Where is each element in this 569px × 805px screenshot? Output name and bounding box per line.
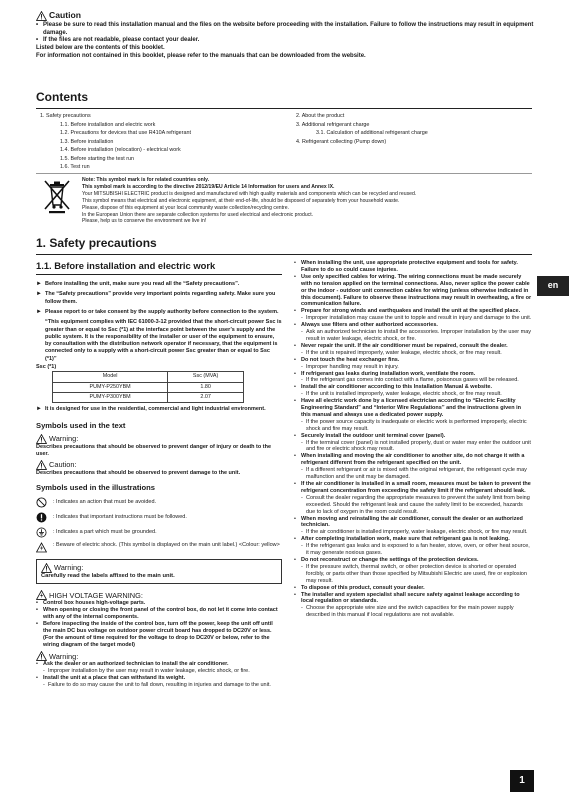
warning-item: • When installing the unit, use appropriate protective equipment and tools for safety. Failure to do so could cause injuries. [294, 260, 532, 274]
crossed-bin-icon [42, 178, 72, 214]
warning-heading: Warning: [41, 563, 277, 573]
mandatory-icon [36, 512, 47, 523]
hv-bullets [36, 600, 282, 649]
toc-item[interactable]: 1. Safety precautions [40, 113, 91, 119]
subsection-rule [36, 274, 282, 275]
contents-rule [36, 108, 532, 109]
caution-bullet: • Please be sure to read this installation manual and the files on the website before proceeding with the installation. Failure to follow the instructions may result in equipment damage. [36, 22, 536, 37]
contents-right [296, 112, 428, 146]
warning-item: • Do not touch the heat exchanger fins. - Improper handling may result in injury. [294, 357, 532, 371]
electric-shock-icon [36, 542, 47, 553]
ssc-label: Ssc (*1) [36, 364, 57, 370]
caution-bullets [36, 22, 536, 45]
weee-note [82, 177, 534, 225]
weee-line: In the European Union there are separate collection systems for used electrical and electronic product. [82, 211, 314, 218]
warning-triangle-icon [36, 460, 47, 470]
caution-title: Caution [49, 10, 81, 20]
warning-item: • The installer and system specialist shall secure safety against leakage according to local regulation or standards. - Choose the appropriate wire size and the switch capacities for the main power supply described in this manual if local regulations are not available. [294, 592, 532, 620]
weee-line: Please, help us to conserve the environment we live in! [82, 218, 207, 225]
weee-line: Please, dispose of this equipment at your local community waste collection/recycling centre. [82, 204, 289, 211]
hv-bullet: • When opening or closing the front panel of the control box, do not let it come into contact with any of the internal components. [36, 607, 282, 621]
warning-bullets [36, 661, 282, 689]
warning-triangle-icon [36, 651, 47, 661]
page-number-box [510, 770, 534, 792]
language-tab-label: en [547, 280, 559, 291]
warning-item: • To dispose of this product, consult your dealer. [294, 585, 532, 592]
warning-item: • Install the unit at a place that can withstand its weight. - Failure to do so may cause the unit to fall down, resulting in injuries and damage to the unit. [36, 675, 282, 689]
hv-bullet: • Before inspecting the inside of the control box, turn off the power, keep the unit off until the main DC bus voltage on outdoor power circuit board has dropped to DC20V or less. (For the amount of time required for the voltage to drop to DC20V or below, refer to the wiring diagram of the target model) [36, 621, 282, 649]
warning-item: • Prepare for strong winds and earthquakes and install the unit at the specified place. - Improper installation may cause the unit to topple and result in injury and damage to the unit. [294, 308, 532, 322]
contents-left [40, 112, 191, 172]
pre-item: ► Please report to or take consent by the supply authority before connection to the system. [36, 308, 279, 315]
right-bullets [294, 260, 532, 619]
toc-item[interactable]: 1.3. Before installation [60, 138, 114, 145]
triangle-right-icon: ► [36, 308, 42, 315]
toc-item[interactable]: 1.4. Before installation (relocation) - electrical work [60, 147, 181, 153]
warning-item: • After completing installation work, make sure that refrigerant gas is not leaking. - If the refrigerant gas leaks and is exposed to a fan heater, stove, oven, or other heat source, it may generate noxious gases. [294, 536, 532, 557]
toc-item[interactable]: 1.2. Precautions for devices that use R410A refrigerant [60, 130, 191, 136]
section-title: 1. Safety precautions [36, 236, 157, 250]
weee-line: This symbol means that electrical and electronic equipment, at their end-of-life, should be disposed of separately from your household waste. [82, 197, 400, 204]
warning-item: • When installing and moving the air conditioner to another site, do not charge it with a refrigerant different from the refrigerant specified on the unit. - If a different refrigerant or air is mixed with the original refrigerant, the refrigerant cycle may malfunction and the unit may be damaged. [294, 453, 532, 481]
toc-item[interactable]: 1.5. Before starting the test run [60, 155, 135, 162]
hv-bullet: • Control box houses high-voltage parts. [36, 600, 282, 607]
website-note: For information not contained in this booklet, please refer to the manuals that can be downloaded from the website. [36, 52, 366, 59]
warning-item: • If refrigerant gas leaks during installation work, ventilate the room. - If the refrigerant gas comes into contact with a flame, poisonous gases will be released. [294, 371, 532, 385]
hv-heading: HIGH VOLTAGE WARNING: [36, 590, 282, 600]
weee-line: Note: This symbol mark is for related countries only. [82, 177, 209, 183]
symbols-ill-title: Symbols used in the illustrations [36, 483, 155, 493]
caution-top [36, 10, 536, 60]
symbol-item: : Indicates a part which must be grounded. [36, 527, 282, 538]
left-column [36, 260, 282, 689]
right-column [294, 260, 532, 619]
warning-triangle-icon [36, 11, 47, 21]
warning-item: • Have all electric work done by a licensed electrician according to “Electric Facility Engineering Standard” and “Interior Wire Regulations” and the instructions given in this manual and always use a dedicated power supply. - If the power source capacity is inadequate or electric work is performed improperly, electric shock and fire may result. [294, 398, 532, 433]
warning-item: • Ask the dealer or an authorized technician to install the air conditioner. - Improper installation by the user may result in water leakage, electric shock, or fire. [36, 661, 282, 675]
ssc-table-header: Ssc (MVA) [168, 372, 244, 382]
table-row: PUMY-P300YBM 2.07 [53, 392, 244, 402]
ssc-table-header: Model [53, 372, 168, 382]
pre-item: ► The “Safety precautions” provide very important points regarding safety. Make sure you follow them. [36, 291, 276, 305]
toc-item[interactable]: 3. Additional refrigerant charge [296, 121, 370, 128]
warning-heading: Warning: [36, 651, 282, 661]
symbol-item: : Beware of electric shock. (This symbol is displayed on the main unit label.) <Colour: yellow> [36, 542, 282, 553]
triangle-right-icon: ► [36, 406, 42, 413]
warning-item: • Do not reconstruct or change the settings of the protection devices. - If the pressure switch, thermal switch, or other protection device is shorted or operated forcibly, or parts other than those specified by Mitsubishi Electric are used, fire or explosion may result. [294, 557, 532, 585]
table-row: PUMY-P250YBM 1.80 [53, 382, 244, 392]
weee-line: This symbol mark is according to the directive 2012/19/EU Article 14 Information for users and Annex IX. [82, 183, 335, 190]
contents-intro: Listed below are the contents of this booklet. [36, 45, 165, 52]
ssc-table [52, 371, 244, 403]
subsection-title: 1.1. Before installation and electric work [36, 260, 216, 271]
warning-item: • Always use filters and other authorized accessories. - Ask an authorized technician to install the accessories. Improper installation by the user may result in water leakage, electric shock, or fire. [294, 322, 532, 343]
warning-item: • If the air conditioner is installed in a small room, measures must be taken to prevent the refrigerant concentration from exceeding the safety limit if the refrigerant should leak. - Consult the dealer regarding the appropriate measures to prevent the safety limit from being exceeded. Should the refrigerant leak and cause the safety limit to be exceeded, hazards due to lack of oxygen in the room could result. [294, 481, 532, 516]
warning-triangle-icon [36, 434, 47, 444]
warning-item: • When moving and reinstalling the air conditioner, consult the dealer or an authorized technician. - If the air conditioner is installed improperly, water leakage, electric shock, or fire may result. [294, 516, 532, 537]
prohibited-icon [36, 497, 47, 508]
iec-statement: “This equipment complies with IEC 61000-3-12 provided that the short-circuit power Ssc is greater than or equal to Ssc (*1) at the interface point between the user’s supply and the public system. It is the responsibility of the installer or user of the equipment to ensure, by consultation with the distribution network operator if necessary, that the equipment is connected only to a supply with a short-circuit power Ssc greater than or equal to Ssc (*1)” [45, 319, 282, 362]
language-tab [537, 276, 569, 296]
page-number: 1 [519, 774, 525, 786]
symbol-item: : Indicates that important instructions must be followed. [36, 512, 282, 523]
warning-item: • Securely install the outdoor unit terminal cover (panel). - If the terminal cover (panel) is not installed properly, dust or water may enter the outdoor unit and fire or electric shock may result. [294, 433, 532, 454]
toc-item[interactable]: 1.6. Test run [60, 164, 90, 170]
ground-icon [36, 527, 47, 538]
toc-item[interactable]: 3.1. Calculation of additional refrigerant charge [316, 130, 428, 136]
caution-heading [36, 10, 536, 21]
weee-line: Your MITSUBISHI ELECTRIC product is designed and manufactured with high quality materials and components which can be recycled and reused. [82, 190, 417, 197]
toc-item[interactable]: 2. About the product [296, 113, 345, 119]
caution-bullet: • If the files are not readable, please contact your dealer. [36, 37, 536, 45]
toc-item[interactable]: 4. Refrigerant collecting (Pump down) [296, 138, 387, 145]
caution-description: Describes precautions that should be observed to prevent damage to the unit. [36, 470, 241, 477]
symbol-item: : Indicates an action that must be avoided. [36, 497, 282, 508]
labels-warning-text: Carefully read the labels affixed to the main unit. [41, 572, 175, 579]
contents-title: Contents [36, 90, 88, 104]
triangle-right-icon: ► [36, 291, 42, 298]
warning-item: • Install the air conditioner according to this Installation Manual & website. - If the unit is installed improperly, water leakage, electric shock, or fire may result. [294, 384, 532, 398]
warning-item: • Use only specified cables for wiring. The wiring connections must be made securely with no tension applied on the terminal connections. Also, never splice the power cable or the indoor - outdoor unit connection cables for wiring (unless otherwise indicated in this document). Failure to observe these instructions may result in overheating, a fire or communication failure. [294, 274, 532, 309]
contents-end-rule [36, 173, 532, 174]
pre-item: ► It is designed for use in the residential, commercial and light industrial environment. [36, 406, 266, 413]
toc-item[interactable]: 1.1. Before installation and electric work [60, 121, 156, 128]
warning-triangle-icon [41, 563, 52, 573]
section-rule [36, 254, 532, 255]
warning-heading: Warning: [36, 434, 282, 444]
caution-heading: Caution: [36, 460, 282, 470]
labels-warning-box [36, 559, 282, 584]
warning-description: Describes precautions that should be observed to prevent danger of injury or death to the user. [36, 444, 272, 458]
warning-item: • Never repair the unit. If the air conditioner must be repaired, consult the dealer. - If the unit is repaired improperly, water leakage, electric shock, or fire may result. [294, 343, 532, 357]
symbols-text-title: Symbols used in the text [36, 421, 126, 431]
electric-shock-icon [36, 590, 47, 600]
triangle-right-icon: ► [36, 281, 42, 288]
pre-item: ► Before installing the unit, make sure you read all the “Safety precautions”. [36, 281, 240, 288]
